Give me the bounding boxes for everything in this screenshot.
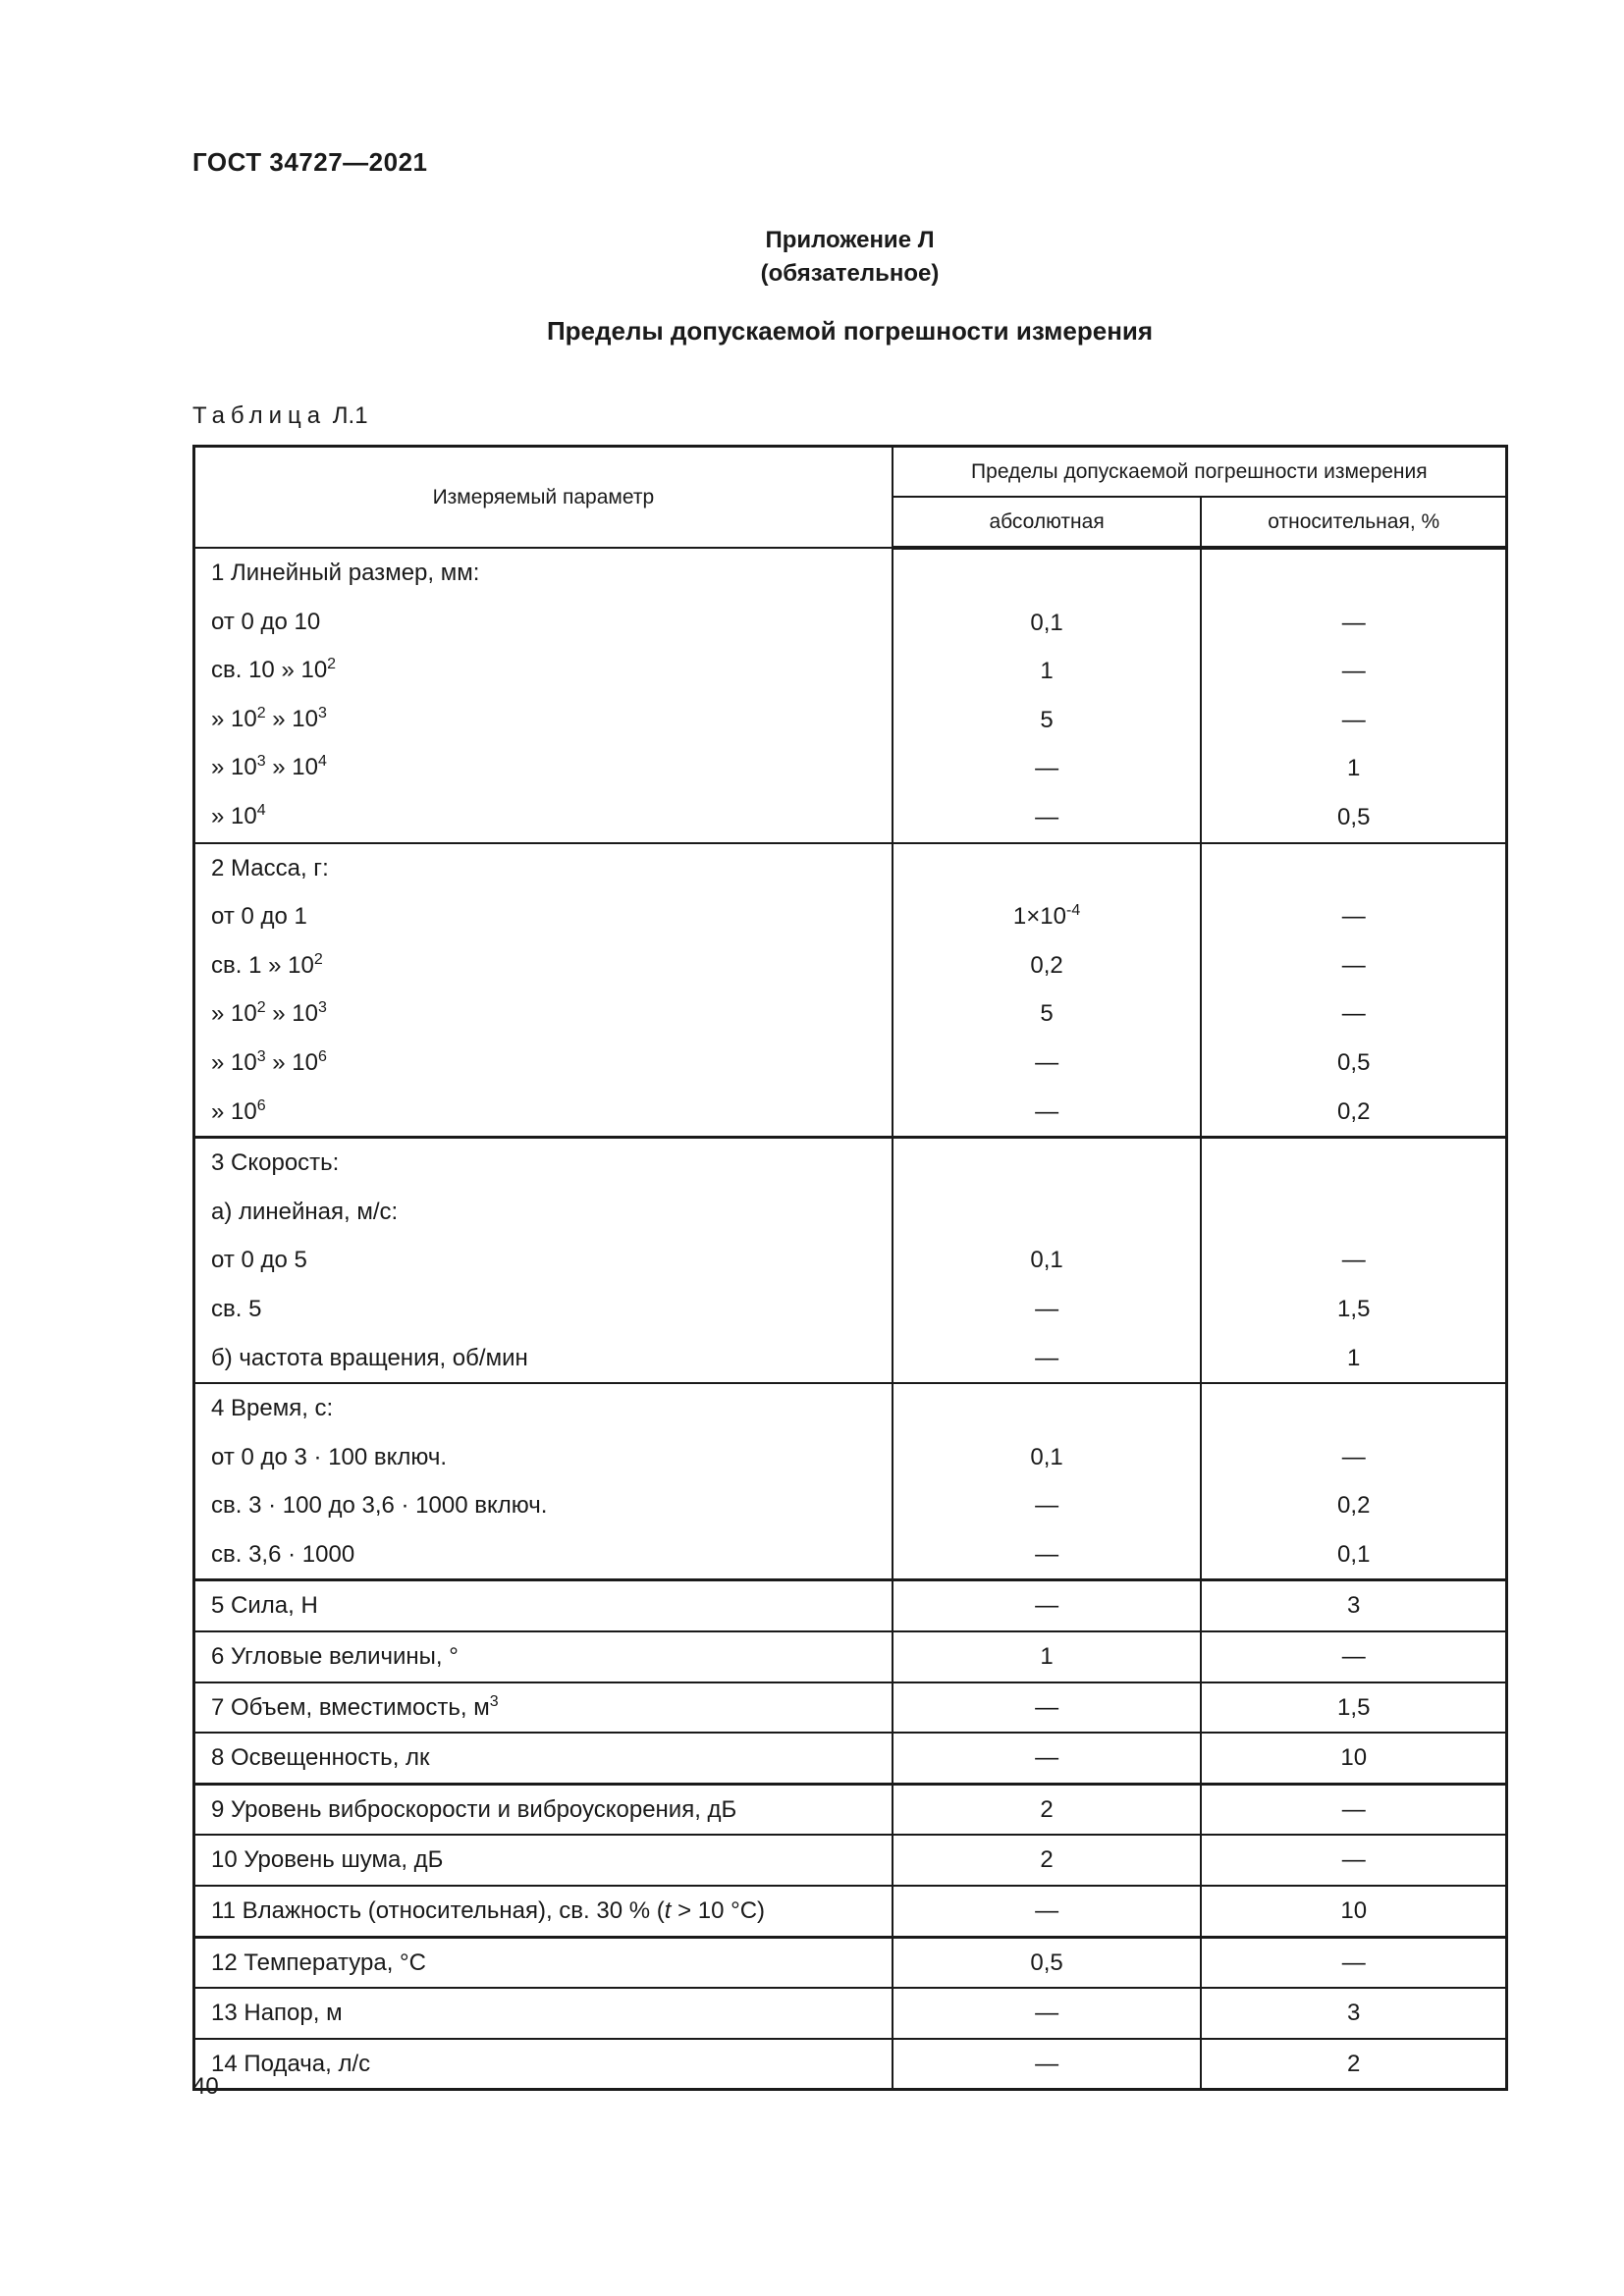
annex-heading [192,224,1507,291]
absolute-cell [893,1631,1202,1682]
absolute-cell [893,1733,1202,1784]
table-cell-line: 10 Уровень шума, дБ [211,1846,444,1874]
table-cell-line: 1,5 [1337,1693,1371,1721]
table-cell-line: — [1035,1744,1059,1772]
table-cell-line [1202,1139,1505,1188]
absolute-cell [893,1886,1202,1937]
annex-title: Приложение Л [765,227,935,253]
parameter-cell [194,1886,893,1937]
column-header-relative: относительная, % [1201,497,1506,548]
table-cell-line: — [1341,1949,1366,1976]
table-cell-line [1202,844,1505,893]
table-cell-line: 5 [1040,1000,1054,1028]
table-cell-line: $1\times 10^{-4}$ [1012,902,1081,931]
table-row-group [194,1937,1507,1988]
table-cell-line: — [1035,2000,1059,2027]
table-label-word: Таблица [192,402,327,429]
table-cell-line: 8 Освещенность, лк [211,1744,430,1772]
table-cell-line: » $10^3$ » $10^6$ [211,1047,327,1076]
table-row-group [194,843,1507,1138]
relative-cell [1201,1138,1506,1383]
table-cell-line: » $10^4$ [211,801,266,829]
error-limits-table [192,445,1508,2091]
table-cell-line: 11 Влажность (относительная), св. 30 % (t > 10 °C) [211,1897,766,1925]
absolute-cell [893,843,1202,1138]
table-cell-line: — [1341,609,1366,636]
parameter-cell [194,1835,893,1886]
relative-cell [1201,1580,1506,1631]
table-cell-line [1202,1384,1505,1433]
table-cell-line: — [1035,1048,1059,1076]
table-cell-line: 2 [1040,1846,1054,1874]
table-cell-line: 10 [1340,1744,1368,1772]
table-cell-line: — [1035,1295,1059,1322]
table-cell-line: — [1341,1000,1366,1028]
table-cell-line: — [1035,755,1059,782]
table-cell-line: — [1341,706,1366,733]
table-cell-line: — [1035,1492,1059,1520]
table-cell-line: 2 Масса, г: [211,854,329,881]
parameter-cell [194,1383,893,1580]
relative-cell [1201,1631,1506,1682]
absolute-cell [893,1580,1202,1631]
table-cell-line: 7 Объем, вместимость, $м^3$ [211,1692,499,1721]
table-cell-line: — [1035,1592,1059,1620]
table-cell-line: 0,2 [1337,1492,1371,1520]
table-cell-line: 1 [1347,1344,1361,1371]
table-cell-line: — [1341,1443,1366,1470]
table-cell-line [893,844,1201,893]
parameter-cell [194,1682,893,1734]
table-cell-line: — [1035,1344,1059,1371]
table-cell-line: б) частота вращения, об/мин [211,1344,528,1371]
table-cell-line: 5 [1040,706,1054,733]
parameter-cell [194,1580,893,1631]
absolute-cell [893,1835,1202,1886]
table-row-group [194,548,1507,843]
parameter-cell [194,1937,893,1988]
table-cell-line: 6 Угловые величины, ° [211,1643,459,1671]
absolute-cell [893,2039,1202,2090]
absolute-cell [893,1988,1202,2039]
table-cell-line: » $10^3$ » $10^4$ [211,753,327,781]
table-label-number: Л.1 [332,402,368,429]
absolute-cell [893,1937,1202,1988]
table-cell-line: 1 [1347,755,1361,782]
table-cell-line: — [1035,1097,1059,1125]
parameter-cell [194,843,893,1138]
table-cell-line: св. 3,6 · 1000 [211,1540,355,1568]
table-cell-line: 0,1 [1337,1540,1371,1568]
table-cell-line [893,1384,1201,1433]
table-cell-line: — [1035,1897,1059,1925]
table-cell-line: 0,1 [1030,1247,1063,1274]
table-cell-line: 14 Подача, л/с [211,2050,371,2077]
table-cell-line [1202,1188,1505,1237]
parameter-cell [194,2039,893,2090]
table-cell-line: св. 1 » $10^2$ [211,950,323,979]
table-cell-line: 2 [1347,2050,1361,2077]
table-row-group [194,1835,1507,1886]
absolute-cell [893,1383,1202,1580]
table-label [192,402,368,430]
table-cell-line: 5 Сила, Н [211,1592,318,1620]
table-cell-line: 0,2 [1030,951,1063,979]
table-row-group [194,1383,1507,1580]
table-cell-line: от 0 до 5 [211,1247,307,1274]
table-row-group [194,1682,1507,1734]
table-row-group [194,2039,1507,2090]
table-cell-line: 0,1 [1030,609,1063,636]
absolute-cell [893,1784,1202,1835]
table-cell-line: 1 [1040,658,1054,685]
parameter-cell [194,1784,893,1835]
table-cell-line: — [1341,1643,1366,1671]
absolute-cell [893,548,1202,843]
relative-cell [1201,1835,1506,1886]
column-header-absolute: абсолютная [893,497,1202,548]
table-cell-line: 0,5 [1030,1949,1063,1976]
table-cell-line: 2 [1040,1795,1054,1823]
table-cell-line: 9 Уровень виброскорости и виброускорения, дБ [211,1795,737,1823]
table-cell-line: 12 Температура, °C [211,1949,426,1976]
relative-cell [1201,1988,1506,2039]
table-cell-line: 1 Линейный размер, мм: [211,560,480,586]
table-cell-line: » $10^6$ [211,1096,266,1125]
table-cell-line: 0,1 [1030,1443,1063,1470]
table-cell-line: » $10^2$ » $10^3$ [211,999,327,1028]
relative-cell [1201,548,1506,843]
relative-cell [1201,1383,1506,1580]
table-cell-line: — [1035,803,1059,830]
document-code: ГОСТ 34727—2021 [192,147,428,177]
table-cell-line: 3 Скорость: [211,1149,340,1177]
table-row-group [194,1631,1507,1682]
section-title: Пределы допускаемой погрешности измерения [546,316,1154,346]
relative-cell [1201,843,1506,1138]
table-cell-line: — [1341,903,1366,931]
table-row-group [194,1733,1507,1784]
column-header-limits: Пределы допускаемой погрешности измерения [893,447,1507,498]
table-cell-line: 0,5 [1337,1048,1371,1076]
table-cell-line [893,1188,1201,1237]
table-cell-line: — [1341,951,1366,979]
parameter-cell [194,1733,893,1784]
table-cell-line [893,1139,1201,1188]
relative-cell [1201,1937,1506,1988]
table-row-group [194,1138,1507,1383]
table-cell-line [893,550,1201,599]
table-row-group [194,1784,1507,1835]
table-cell-line: » $10^2$ » $10^3$ [211,704,327,732]
table-cell-line: св. 3 · 100 до 3,6 · 1000 включ. [211,1492,548,1520]
table-cell-line: — [1341,658,1366,685]
table-cell-line: — [1341,1795,1366,1823]
table-row-group [194,1886,1507,1937]
relative-cell [1201,1784,1506,1835]
table-cell-line: 10 [1340,1897,1368,1925]
table-cell-line: — [1035,1693,1059,1721]
table-cell-line: от 0 до 1 [211,903,307,931]
table-cell-line: 13 Напор, м [211,2000,343,2027]
table-cell-line: 0,5 [1337,803,1371,830]
page-number: 40 [192,2073,219,2100]
table-cell-line: 1 [1040,1643,1054,1671]
relative-cell [1201,1682,1506,1734]
table-cell-line: — [1341,1247,1366,1274]
table-cell-line: от 0 до 3 · 100 включ. [211,1443,448,1470]
table-cell-line: а) линейная, м/с: [211,1198,399,1225]
absolute-cell [893,1138,1202,1383]
parameter-cell [194,1988,893,2039]
parameter-cell [194,1138,893,1383]
column-header-parameter: Измеряемый параметр [194,447,893,549]
table-row-group [194,1580,1507,1631]
table-cell-line: 3 [1347,2000,1361,2027]
table-cell-line: от 0 до 10 [211,608,321,635]
table-row-group [194,1988,1507,2039]
annex-status: (обязательное) [760,260,940,287]
table-cell-line: — [1035,1540,1059,1568]
table-cell-line: 3 [1347,1592,1361,1620]
table-cell-line: 4 Время, с: [211,1395,334,1422]
relative-cell [1201,2039,1506,2090]
parameter-cell [194,1631,893,1682]
table-cell-line: св. 10 » $10^2$ [211,656,337,684]
table-cell-line [1202,550,1505,599]
relative-cell [1201,1733,1506,1784]
table-cell-line: — [1035,2050,1059,2077]
table-cell-line: — [1341,1846,1366,1874]
relative-cell [1201,1886,1506,1937]
table-cell-line: 1,5 [1337,1295,1371,1322]
table-cell-line: 0,2 [1337,1097,1371,1125]
absolute-cell [893,1682,1202,1734]
table-cell-line: св. 5 [211,1295,262,1322]
parameter-cell [194,548,893,843]
table-body [194,548,1507,2090]
